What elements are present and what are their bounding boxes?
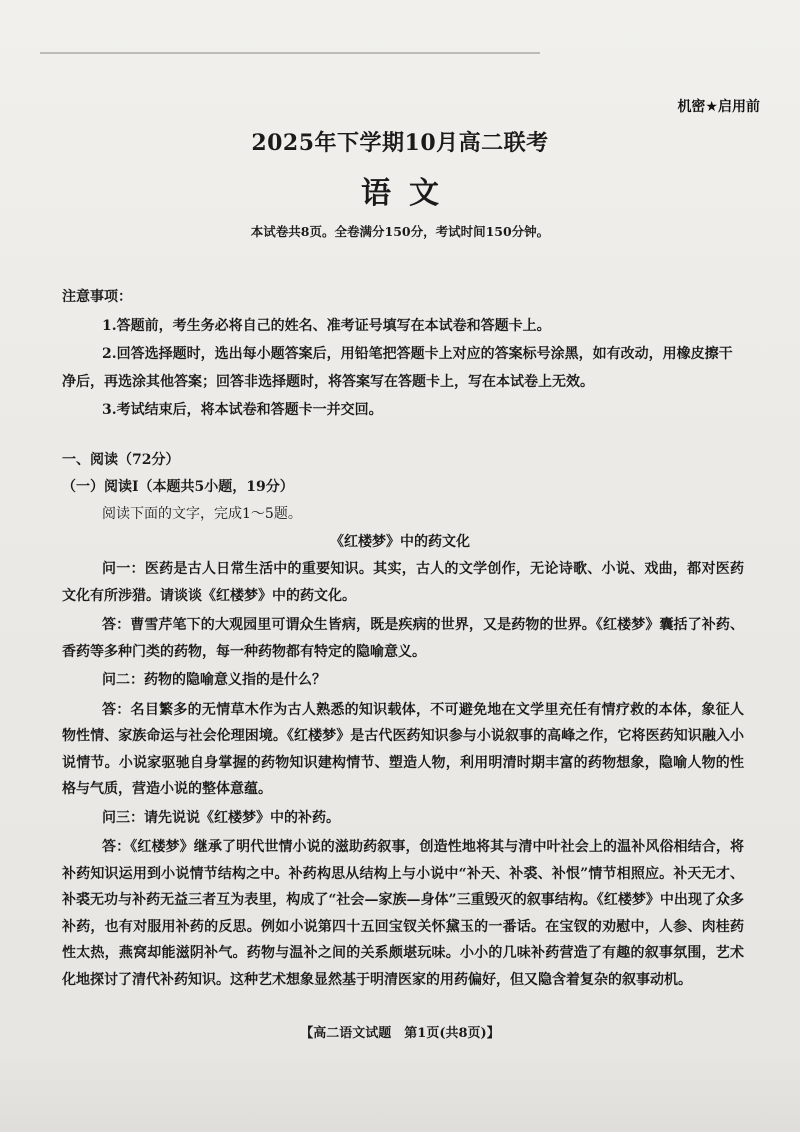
article-title: 《红楼梦》中的药文化: [330, 534, 470, 550]
page-edge-line: [40, 52, 540, 54]
article-paragraph: 答：《红楼梦》继承了明代世情小说的滋助药叙事，创造性地将其与清中叶社会上的温补风俗相结合，将补药知识运用到小说情节结构之中。补药构思从结构上与小说中“补天、补裘、补恨”情节相照应。补天无才、补裘无功与补药无益三者互为表里，构成了“社会—家族—身体”三重毁灭的叙事结构。《红楼梦》中出现了众多补药，也有对服用补药的反思。例如小说第四十五回宝钗关怀黛玉的一番话。在宝钗的劝慰中，人参、肉桂药性太热，燕窝却能滋阴补气。药物与温补之间的关系颇堪玩味。小小的几味补药营造了有趣的叙事氛围，艺术化地探讨了清代补药知识。这种艺术想象显然基于明清医家的用药偏好，但又隐含着复杂的叙事动机。: [62, 839, 744, 988]
article-paragraph: 答：曹雪芹笔下的大观园里可谓众生皆病，既是疾病的世界，又是药物的世界。《红楼梦》囊括了补药、香药等多种门类的药物，每一种药物都有特定的隐喻意义。: [62, 617, 744, 660]
notes-list: [62, 312, 742, 424]
subsection-heading: （一）阅读Ⅰ（本题共5小题，19分）: [62, 479, 294, 495]
exam-title: 2025年下学期10月高二联考: [251, 130, 549, 156]
notes-heading: 注意事项：: [62, 289, 132, 305]
article-paragraph: 问一：医药是古人日常生活中的重要知识。其实，古人的文学创作，无论诗歌、小说、戏曲，都对医药文化有所涉猎。请谈谈《红楼梦》中的药文化。: [62, 561, 744, 604]
exam-info: 本试卷共8页。全卷满分150分，考试时间150分钟。: [250, 224, 550, 239]
confidential-label: 机密★启用前: [677, 99, 760, 115]
page-shadow: [0, 1052, 800, 1132]
article-paragraph: 答：名目繁多的无情草木作为古人熟悉的知识载体，不可避免地在文学里充任有情疗救的本体，象征人物性情、家族命运与社会伦理困境。《红楼梦》是古代医药知识参与小说叙事的高峰之作，它将医药知识融入小说情节。小说家驱驰自身掌握的药物知识建构情节、塑造人物，利用明清时期丰富的药物想象，隐喻人物的性格与气质，营造小说的整体意蕴。: [62, 701, 744, 797]
subject-title: 语文: [361, 176, 457, 211]
article-paragraph: 问三：请先说说《红楼梦》中的补药。: [102, 809, 340, 826]
article-body: [62, 556, 744, 995]
note-item: 1.答题前，考生务必将自己的姓名、准考证号填写在本试卷和答题卡上。: [102, 318, 551, 334]
note-item: 2.回答选择题时，选出每小题答案后，用铅笔把答题卡上对应的答案标号涂黑，如有改动，用橡皮擦干净后，再选涂其他答案；回答非选择题时，将答案写在答题卡上，写在本试卷上无效。: [62, 346, 733, 390]
page-footer: 【高二语文试题 第1页(共8页)】: [300, 1026, 500, 1041]
article-paragraph: 问二：药物的隐喻意义指的是什么？: [102, 672, 326, 688]
note-item: 3.考试结束后，将本试卷和答题卡一并交回。: [102, 402, 383, 418]
reading-instruction: 阅读下面的文字，完成1～5题。: [102, 506, 302, 522]
section-heading: 一、阅读（72分）: [62, 452, 180, 468]
